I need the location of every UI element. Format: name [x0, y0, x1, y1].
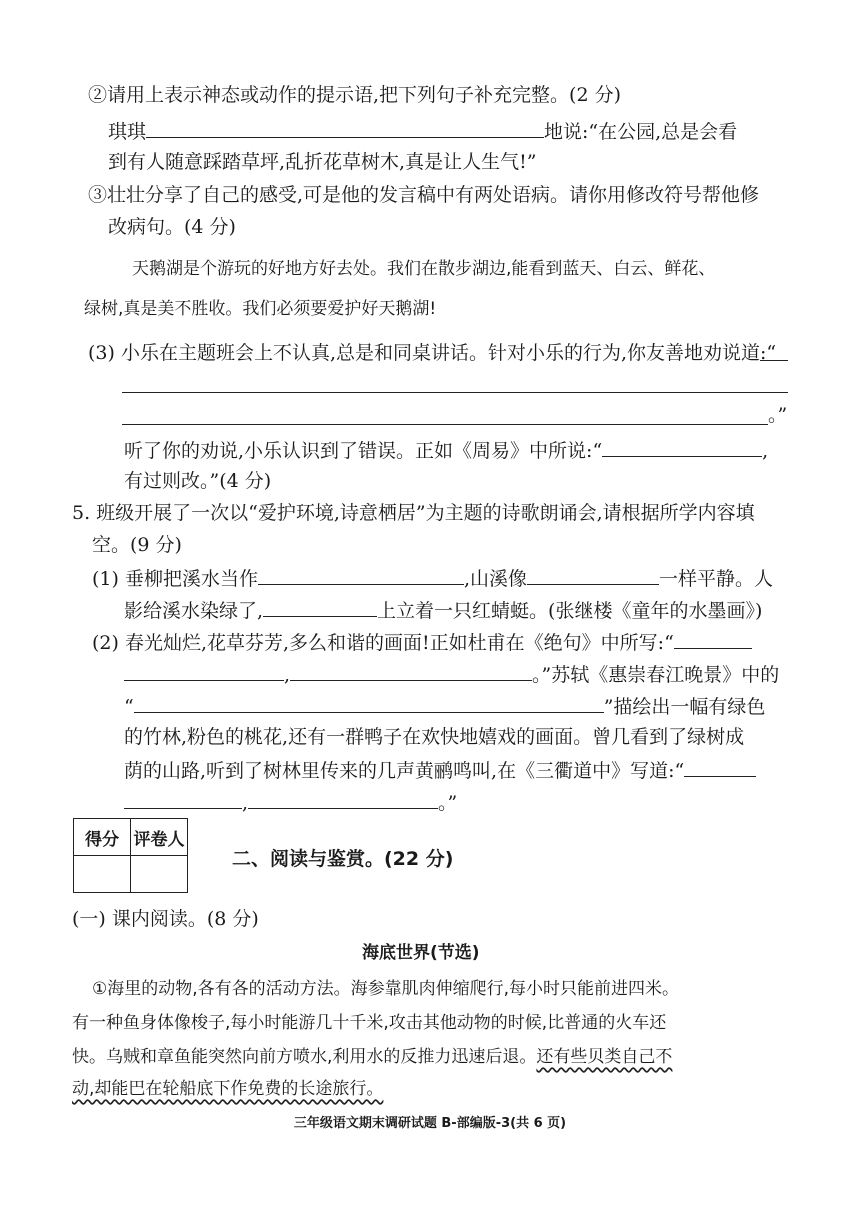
q5-2-line2 — [124, 660, 779, 688]
page-footer: 三年级语文期末调研试题 B-部编版-3(共 6 页) — [293, 1116, 567, 1131]
q5-2-text-g: 荫的山路,听到了树林里传来的几声黄鹂鸣叫,在《三衢道中》写道:“ — [124, 760, 685, 782]
q3-passage-line2: 绿树,真是美不胜收。我们必须要爱护好天鹅湖! — [84, 299, 437, 319]
q5-2-line1 — [92, 628, 752, 656]
q5-2-blank5[interactable] — [684, 756, 756, 777]
q4-3-blank-line2[interactable] — [122, 424, 768, 425]
grader-header: 评卷人 — [131, 819, 188, 856]
q4-3-comma: , — [762, 440, 769, 462]
q4-3-follow-text: 听了你的劝说,小乐认识到了错误。正如《周易》中所说:“ — [124, 440, 603, 462]
q5-prompt-line1: 5. 班级开展了一次以“爱护环境,诗意栖居”为主题的诗歌朗诵会,请根据所学内容填 — [72, 502, 755, 524]
q5-2-blank3[interactable] — [290, 660, 532, 681]
subsection-title: (一) 课内阅读。(8 分) — [72, 908, 259, 930]
q5-2-end: 。” — [438, 792, 458, 814]
q2-sentence-line2: 到有人随意踩踏草坪,乱折花草树木,真是让人生气!” — [108, 151, 537, 173]
score-cell[interactable] — [74, 856, 131, 893]
q4-3-prompt: (3) 小乐在主题班会上不认真,总是和同桌讲话。针对小乐的行为,你友善地劝说道:“ — [88, 342, 777, 364]
score-table — [73, 818, 188, 893]
q2-blank[interactable] — [146, 117, 544, 138]
q5-1-line2 — [124, 596, 762, 624]
section-title: 二、阅读与鉴赏。(22 分) — [232, 848, 454, 870]
passage-title: 海底世界(节选) — [362, 943, 480, 963]
q5-2-blank6[interactable] — [124, 788, 242, 809]
passage-line4 — [72, 1076, 383, 1102]
q2-sentence-line1 — [108, 117, 737, 145]
q3-prompt-line1: ③壮壮分享了自己的感受,可是他的发言稿中有两处语病。请你用修改符号帮他修 — [88, 184, 760, 206]
q4-3-follow-line2: 有过则改。”(4 分) — [124, 470, 272, 492]
q5-2-blank7[interactable] — [248, 788, 438, 809]
q5-2-text-e: ”描绘出一幅有绿色 — [603, 696, 766, 718]
q5-1-text-e: 上立着一只红蜻蜓。(张继楼《童年的水墨画》) — [377, 600, 763, 622]
passage-line2: 有一种鱼身体像梭子,每小时能游几十千米,攻击其他动物的时候,比普通的火车还 — [72, 1013, 667, 1033]
q5-1-blank1[interactable] — [258, 564, 464, 585]
q4-3-zhouyi-blank[interactable] — [602, 436, 762, 457]
q5-1-text-b: ,山溪像 — [463, 568, 528, 590]
q5-1-text-a: (1) 垂柳把溪水当作 — [92, 568, 258, 590]
q5-2-blank2[interactable] — [124, 660, 284, 681]
q5-2-text-c: 。”苏轼《惠崇春江晚景》中的 — [532, 664, 780, 686]
q5-2-blank4[interactable] — [134, 692, 604, 713]
q3-passage-line1: 天鹅湖是个游玩的好地方好去处。我们在散步湖边,能看到蓝天、白云、鲜花、 — [132, 259, 716, 279]
q2-name: 琪琪 — [108, 121, 147, 143]
passage-line3-underlined: 还有些贝类自己不 — [536, 1047, 673, 1067]
q5-1-line1 — [92, 564, 773, 592]
q4-3-end-quote: 。” — [768, 404, 788, 426]
passage-line3 — [72, 1044, 672, 1070]
q4-3-follow-line1 — [124, 436, 768, 464]
q4-3-blank-line1[interactable] — [122, 392, 788, 393]
q2-prompt: ②请用上表示神态或动作的提示语,把下列句子补充完整。(2 分) — [88, 84, 621, 106]
q5-1-blank3[interactable] — [263, 596, 377, 617]
q5-2-comma2: , — [242, 792, 249, 814]
q5-prompt-line2: 空。(9 分) — [92, 534, 182, 556]
passage-line4-underlined: 动,却能巴在轮船底下作免费的长途旅行。 — [72, 1079, 384, 1099]
q5-2-line6 — [124, 788, 457, 816]
q5-1-blank2[interactable] — [527, 564, 659, 585]
q5-1-text-d: 影给溪水染绿了, — [124, 600, 264, 622]
q5-2-blank1[interactable] — [674, 628, 752, 649]
passage-line3-text: 快。乌贼和章鱼能突然向前方喷水,利用水的反推力迅速后退。 — [72, 1047, 537, 1067]
q2-said: 地说:“在公园,总是会看 — [544, 121, 738, 143]
passage-line1: ①海里的动物,各有各的活动方法。海参靠肌肉伸缩爬行,每小时只能前进四米。 — [92, 979, 680, 999]
q4-3-blank-start[interactable] — [760, 360, 788, 361]
q5-2-text-a: (2) 春光灿烂,花草芬芳,多么和谐的画面!正如杜甫在《绝句》中所写:“ — [92, 632, 674, 654]
grader-cell[interactable] — [131, 856, 188, 893]
q5-2-line4: 的竹林,粉色的桃花,还有一群鸭子在欢快地嬉戏的画面。曾几看到了绿树成 — [124, 726, 745, 748]
q5-2-open-quote: “ — [124, 696, 134, 718]
q5-2-comma: , — [284, 664, 291, 686]
q5-2-line3 — [124, 692, 765, 720]
q5-1-text-c: 一样平静。人 — [659, 568, 774, 590]
score-header: 得分 — [74, 819, 131, 856]
q5-2-line5 — [124, 756, 756, 784]
q3-prompt-line2: 改病句。(4 分) — [108, 216, 236, 238]
